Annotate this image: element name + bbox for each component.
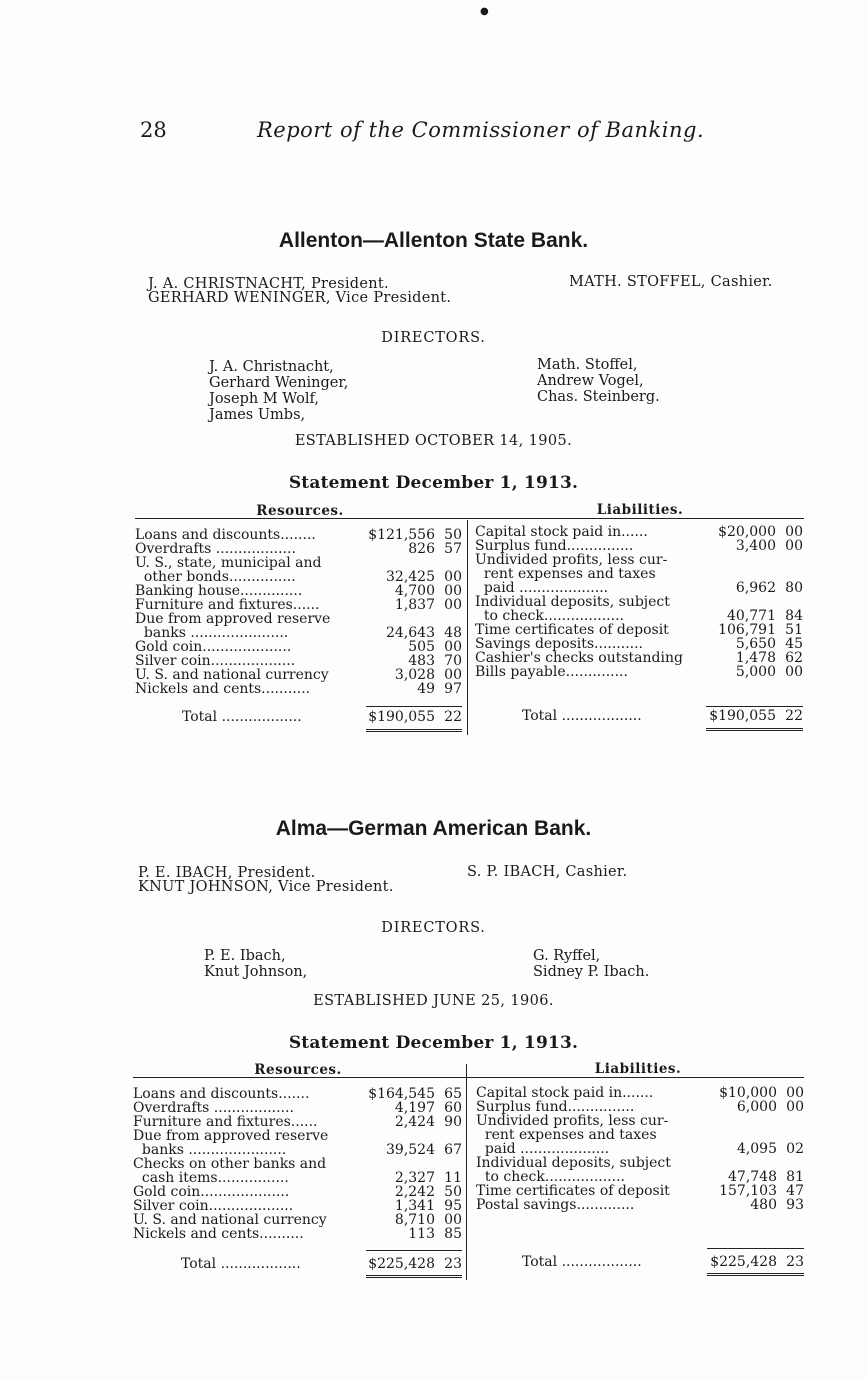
liabilities-heading: Liabilities. — [596, 502, 684, 518]
amount-cents: 90 — [444, 1114, 462, 1130]
resource-row — [135, 654, 462, 668]
resource-row — [135, 640, 462, 654]
amount-dollars: 483 — [408, 653, 435, 669]
directors-heading: DIRECTORS. — [381, 330, 486, 346]
amount-dollars: 8,710 — [394, 1212, 435, 1228]
line-item-label: Checks on other banks and — [133, 1157, 327, 1171]
resource-row — [133, 1213, 462, 1227]
established: ESTABLISHED OCTOBER 14, 1905. — [294, 433, 573, 449]
liability-row — [476, 1086, 804, 1100]
president: J. A. CHRISTNACHT, President. — [148, 276, 389, 292]
director: Joseph M Wolf, — [209, 391, 319, 407]
total-label: Total .................. — [522, 1254, 642, 1270]
amount-dollars: 3,400 — [735, 538, 776, 554]
amount-cents: 47 — [786, 1183, 804, 1199]
line-item-label: Surplus fund............... — [476, 1100, 635, 1114]
amount-dollars: 39,524 — [386, 1142, 435, 1158]
line-item-label: Silver coin................... — [135, 654, 296, 668]
liability-row — [475, 609, 803, 623]
liability-row — [475, 623, 803, 637]
director: James Umbs, — [209, 407, 306, 423]
resource-row — [133, 1185, 462, 1199]
amount-cents: 65 — [444, 1086, 462, 1102]
amount-cents: 00 — [786, 1099, 804, 1115]
amount-cents: 50 — [444, 527, 462, 543]
cashier: MATH. STOFFEL, Cashier. — [569, 274, 773, 290]
amount-dollars: 5,000 — [735, 664, 776, 680]
director: J. A. Christnacht, — [209, 359, 334, 375]
amount-dollars: 1,837 — [394, 597, 435, 613]
total-dollars: $225,428 — [710, 1254, 777, 1270]
liability-row — [475, 651, 803, 665]
line-item-label: Capital stock paid in....... — [476, 1086, 654, 1100]
page-number: 28 — [140, 118, 167, 142]
line-item-label: banks ...................... — [133, 1143, 287, 1157]
amount-cents: 00 — [785, 524, 803, 540]
amount-cents: 51 — [785, 622, 803, 638]
total-double-rule — [707, 1273, 804, 1279]
heading-rule — [133, 1077, 804, 1078]
statement-title: Statement December 1, 1913. — [288, 473, 579, 493]
amount-cents: 00 — [785, 538, 803, 554]
amount-cents: 00 — [786, 1085, 804, 1101]
line-item-label: to check.................. — [475, 609, 624, 623]
resources-table — [135, 528, 462, 696]
amount-cents: 84 — [785, 608, 803, 624]
total-cents: 22 — [444, 709, 462, 725]
line-item-label: Furniture and fixtures...... — [135, 598, 320, 612]
resource-row — [135, 626, 462, 640]
amount-dollars: 3,028 — [394, 667, 435, 683]
amount-cents: 00 — [444, 639, 462, 655]
amount-cents: 50 — [444, 1184, 462, 1200]
line-item-label: banks ...................... — [135, 626, 289, 640]
amount-cents: 67 — [444, 1142, 462, 1158]
line-item-label: Due from approved reserve — [135, 612, 331, 626]
line-item-label: Nickels and cents........... — [135, 682, 311, 696]
total-dollars: $190,055 — [709, 708, 776, 724]
statement-title: Statement December 1, 1913. — [288, 1033, 579, 1053]
liability-row — [476, 1128, 804, 1142]
liability-row — [475, 539, 803, 553]
amount-dollars: 6,962 — [735, 580, 776, 596]
director: Gerhard Weninger, — [209, 375, 349, 391]
liability-row — [475, 637, 803, 651]
amount-cents: 57 — [444, 541, 462, 557]
total-label: Total .................. — [522, 708, 642, 724]
heading-rule — [135, 518, 804, 519]
line-item-label: Undivided profits, less cur- — [475, 553, 668, 567]
director: Chas. Steinberg. — [537, 389, 660, 405]
amount-dollars: 5,650 — [735, 636, 776, 652]
resource-row — [133, 1101, 462, 1115]
line-item-label: Silver coin................... — [133, 1199, 294, 1213]
line-item-label: Time certificates of deposit — [475, 623, 669, 637]
line-item-label: Savings deposits........... — [475, 637, 643, 651]
resource-row — [135, 598, 462, 612]
resource-row — [133, 1199, 462, 1213]
amount-dollars: 49 — [417, 681, 435, 697]
subtotal-rule — [707, 1248, 804, 1249]
amount-dollars: 2,242 — [394, 1184, 435, 1200]
liabilities-heading: Liabilities. — [594, 1061, 682, 1077]
vice-president: KNUT JOHNSON, Vice President. — [138, 879, 394, 895]
amount-dollars: 113 — [408, 1226, 435, 1242]
subtotal-rule — [366, 1250, 462, 1251]
line-item-label: Overdrafts .................. — [135, 542, 296, 556]
directors-right — [533, 948, 649, 980]
resource-row — [135, 682, 462, 696]
amount-cents: 95 — [444, 1198, 462, 1214]
line-item-label: Loans and discounts....... — [133, 1087, 310, 1101]
resource-row — [133, 1143, 462, 1157]
director: Sidney P. Ibach. — [533, 964, 650, 980]
resource-row — [133, 1087, 462, 1101]
president: P. E. IBACH, President. — [138, 865, 316, 881]
amount-dollars: 106,791 — [718, 622, 776, 638]
amount-cents: 80 — [785, 580, 803, 596]
director: Math. Stoffel, — [537, 357, 638, 373]
amount-dollars: 2,327 — [394, 1170, 435, 1186]
line-item-label: Postal savings............. — [476, 1198, 635, 1212]
amount-cents: 85 — [444, 1226, 462, 1242]
line-item-label: Banking house.............. — [135, 584, 303, 598]
resource-row — [133, 1227, 462, 1241]
resource-row — [133, 1115, 462, 1129]
amount-dollars: 47,748 — [728, 1169, 777, 1185]
line-item-label: Due from approved reserve — [133, 1129, 329, 1143]
total-label: Total .................. — [182, 709, 302, 725]
cashier: S. P. IBACH, Cashier. — [467, 864, 628, 880]
amount-dollars: 505 — [408, 639, 435, 655]
amount-cents: 62 — [785, 650, 803, 666]
line-item-label: Gold coin.................... — [133, 1185, 290, 1199]
directors-heading: DIRECTORS. — [381, 920, 486, 936]
line-item-label: Surplus fund............... — [475, 539, 634, 553]
liability-row — [476, 1156, 804, 1170]
amount-dollars: 826 — [408, 541, 435, 557]
amount-cents: 97 — [444, 681, 462, 697]
total-cents: 23 — [786, 1254, 804, 1270]
resource-row — [135, 668, 462, 682]
liability-row — [475, 595, 803, 609]
line-item-label: U. S., state, municipal and — [135, 556, 322, 570]
line-item-label: Furniture and fixtures...... — [133, 1115, 318, 1129]
amount-cents: 00 — [444, 597, 462, 613]
resource-row — [135, 570, 462, 584]
director: P. E. Ibach, — [204, 948, 286, 964]
amount-cents: 00 — [444, 667, 462, 683]
line-item-label: Nickels and cents.......... — [133, 1227, 304, 1241]
amount-dollars: 157,103 — [719, 1183, 777, 1199]
liability-row — [475, 553, 803, 567]
amount-dollars: 40,771 — [727, 608, 776, 624]
line-item-label: other bonds............... — [135, 570, 296, 584]
line-item-label: Cashier's checks outstanding — [475, 651, 683, 665]
amount-dollars: $20,000 — [718, 524, 776, 540]
line-item-label: to check.................. — [476, 1170, 625, 1184]
total-cents: 22 — [785, 708, 803, 724]
amount-dollars: $121,556 — [368, 527, 435, 543]
total-label: Total .................. — [181, 1256, 301, 1272]
resource-row — [133, 1129, 462, 1143]
subtotal-rule — [706, 706, 803, 707]
resources-table — [133, 1087, 462, 1241]
resource-row — [133, 1171, 462, 1185]
amount-cents: 02 — [786, 1141, 804, 1157]
liability-row — [476, 1142, 804, 1156]
line-item-label: Capital stock paid in...... — [475, 525, 648, 539]
resource-row — [135, 528, 462, 542]
amount-cents: 11 — [444, 1170, 462, 1186]
liability-row — [475, 665, 803, 679]
amount-dollars: 24,643 — [386, 625, 435, 641]
amount-cents: 00 — [444, 569, 462, 585]
column-divider — [467, 520, 468, 735]
line-item-label: paid .................... — [476, 1142, 610, 1156]
amount-dollars: 6,000 — [736, 1099, 777, 1115]
line-item-label: paid .................... — [475, 581, 609, 595]
line-item-label: Individual deposits, subject — [476, 1156, 671, 1170]
total-double-rule — [366, 729, 462, 735]
resource-row — [133, 1157, 462, 1171]
total-double-rule — [366, 1275, 462, 1281]
amount-cents: 48 — [444, 625, 462, 641]
liability-row — [476, 1184, 804, 1198]
amount-dollars: 2,424 — [394, 1114, 435, 1130]
directors-right — [537, 357, 660, 405]
liability-row — [475, 567, 803, 581]
subtotal-rule — [366, 706, 462, 707]
amount-cents: 00 — [444, 1212, 462, 1228]
line-item-label: Time certificates of deposit — [476, 1184, 670, 1198]
bank-title: Alma—German American Bank. — [275, 817, 592, 840]
amount-dollars: 480 — [750, 1197, 777, 1213]
amount-dollars: $164,545 — [368, 1086, 435, 1102]
line-item-label: Undivided profits, less cur- — [476, 1114, 669, 1128]
directors-left — [204, 948, 307, 980]
director: G. Ryffel, — [533, 948, 601, 964]
liability-row — [476, 1198, 804, 1212]
liability-row — [475, 581, 803, 595]
established: ESTABLISHED JUNE 25, 1906. — [313, 993, 554, 1009]
total-cents: 23 — [444, 1256, 462, 1272]
amount-dollars: 4,700 — [394, 583, 435, 599]
line-item-label: rent expenses and taxes — [476, 1128, 657, 1142]
line-item-label: rent expenses and taxes — [475, 567, 656, 581]
line-item-label: U. S. and national currency — [133, 1213, 327, 1227]
line-item-label: cash items................ — [133, 1171, 289, 1185]
total-double-rule — [706, 728, 803, 734]
line-item-label: Loans and discounts........ — [135, 528, 316, 542]
amount-cents: 70 — [444, 653, 462, 669]
liability-row — [476, 1170, 804, 1184]
amount-cents: 81 — [786, 1169, 804, 1185]
running-title: Report of the Commissioner of Banking. — [257, 118, 705, 142]
liabilities-table — [476, 1086, 804, 1212]
amount-dollars: 4,197 — [394, 1100, 435, 1116]
amount-dollars: 1,341 — [394, 1198, 435, 1214]
amount-dollars: 4,095 — [736, 1141, 777, 1157]
amount-dollars: $10,000 — [719, 1085, 777, 1101]
line-item-label: U. S. and national currency — [135, 668, 329, 682]
liability-row — [475, 525, 803, 539]
amount-cents: 93 — [786, 1197, 804, 1213]
amount-cents: 45 — [785, 636, 803, 652]
total-dollars: $225,428 — [368, 1256, 435, 1272]
line-item-label: Gold coin.................... — [135, 640, 292, 654]
liability-row — [476, 1100, 804, 1114]
resources-heading: Resources. — [254, 1062, 342, 1078]
directors-left — [209, 359, 348, 423]
resources-heading: Resources. — [256, 503, 344, 519]
amount-dollars: 1,478 — [735, 650, 776, 666]
resource-row — [135, 556, 462, 570]
line-item-label: Individual deposits, subject — [475, 595, 670, 609]
amount-cents: 60 — [444, 1100, 462, 1116]
line-item-label: Bills payable.............. — [475, 665, 628, 679]
vice-president: GERHARD WENINGER, Vice President. — [148, 290, 452, 306]
amount-cents: 00 — [785, 664, 803, 680]
liabilities-table — [475, 525, 803, 679]
column-divider — [466, 1064, 467, 1280]
line-item-label: Overdrafts .................. — [133, 1101, 294, 1115]
resource-row — [135, 584, 462, 598]
resource-row — [135, 612, 462, 626]
total-dollars: $190,055 — [368, 709, 435, 725]
amount-cents: 00 — [444, 583, 462, 599]
director: Andrew Vogel, — [537, 373, 644, 389]
resource-row — [135, 542, 462, 556]
bank-title: Allenton—Allenton State Bank. — [278, 229, 589, 252]
top-mark: ● — [480, 6, 489, 17]
amount-dollars: 32,425 — [386, 569, 435, 585]
director: Knut Johnson, — [204, 964, 308, 980]
liability-row — [476, 1114, 804, 1128]
